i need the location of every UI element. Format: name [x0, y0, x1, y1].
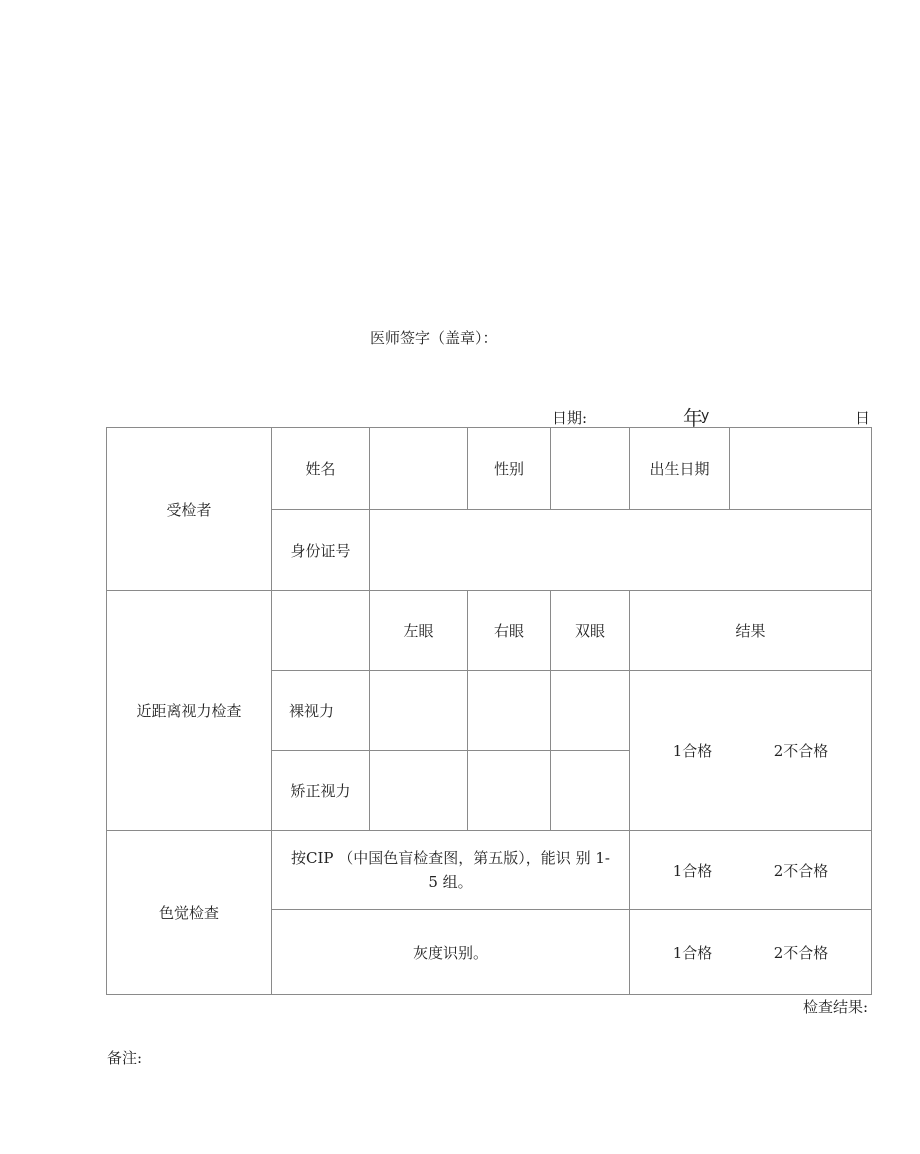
- corrected-vision-left-field[interactable]: [370, 751, 468, 831]
- check-result-label: 检查结果:: [802, 998, 868, 1016]
- color-vision-header: 色觉检查: [107, 831, 272, 995]
- naked-vision-right-field[interactable]: [468, 671, 551, 751]
- gray-result-cell: [630, 910, 872, 995]
- gray-recognition-label: 灰度识别。: [272, 910, 630, 995]
- remark-label: 备注:: [107, 1049, 143, 1067]
- corrected-vision-label: 矫正视力: [272, 751, 370, 831]
- id-number-field[interactable]: [370, 510, 872, 591]
- pass-option[interactable]: 1合格: [672, 943, 713, 962]
- pass-option[interactable]: 1合格: [672, 742, 713, 760]
- examinee-header: 受检者: [107, 428, 272, 591]
- near-vision-result-cell: [630, 671, 872, 831]
- naked-vision-left-field[interactable]: [370, 671, 468, 751]
- gender-field[interactable]: [551, 428, 630, 510]
- fail-option[interactable]: 2不合格: [773, 861, 829, 880]
- name-field[interactable]: [370, 428, 468, 510]
- vision-exam-table: [106, 427, 872, 995]
- date-year-label: 年: [683, 406, 703, 430]
- corrected-vision-right-field[interactable]: [468, 751, 551, 831]
- right-eye-label: 右眼: [468, 591, 551, 671]
- vision-corner-cell: [272, 591, 370, 671]
- id-number-label: 身份证号: [272, 510, 370, 591]
- cip-line-2: 5 组。: [428, 873, 473, 891]
- date-label: 日期:: [552, 409, 588, 427]
- naked-vision-label: 裸视力: [272, 671, 370, 751]
- date-y-mark: y: [701, 408, 710, 424]
- both-eyes-label: 双眼: [551, 591, 630, 671]
- left-eye-label: 左眼: [370, 591, 468, 671]
- naked-vision-both-field[interactable]: [551, 671, 630, 751]
- fail-option[interactable]: 2不合格: [773, 943, 829, 962]
- cip-line-1: 按CIP （中国色盲检查图，第五版），能识 别 1-: [291, 849, 610, 867]
- birth-date-label: 出生日期: [630, 428, 730, 510]
- cip-test-description: [272, 831, 630, 910]
- fail-option[interactable]: 2不合格: [773, 742, 829, 760]
- birth-date-field[interactable]: [730, 428, 872, 510]
- corrected-vision-both-field[interactable]: [551, 751, 630, 831]
- cip-result-cell: [630, 831, 872, 910]
- result-header: 结果: [630, 591, 872, 671]
- name-label: 姓名: [272, 428, 370, 510]
- doctor-signature-label: 医师签字（盖章）：: [370, 329, 498, 347]
- date-day-label: 日: [855, 409, 871, 427]
- gender-label: 性别: [468, 428, 551, 510]
- near-vision-header: 近距离视力检查: [107, 591, 272, 831]
- pass-option[interactable]: 1合格: [672, 861, 713, 880]
